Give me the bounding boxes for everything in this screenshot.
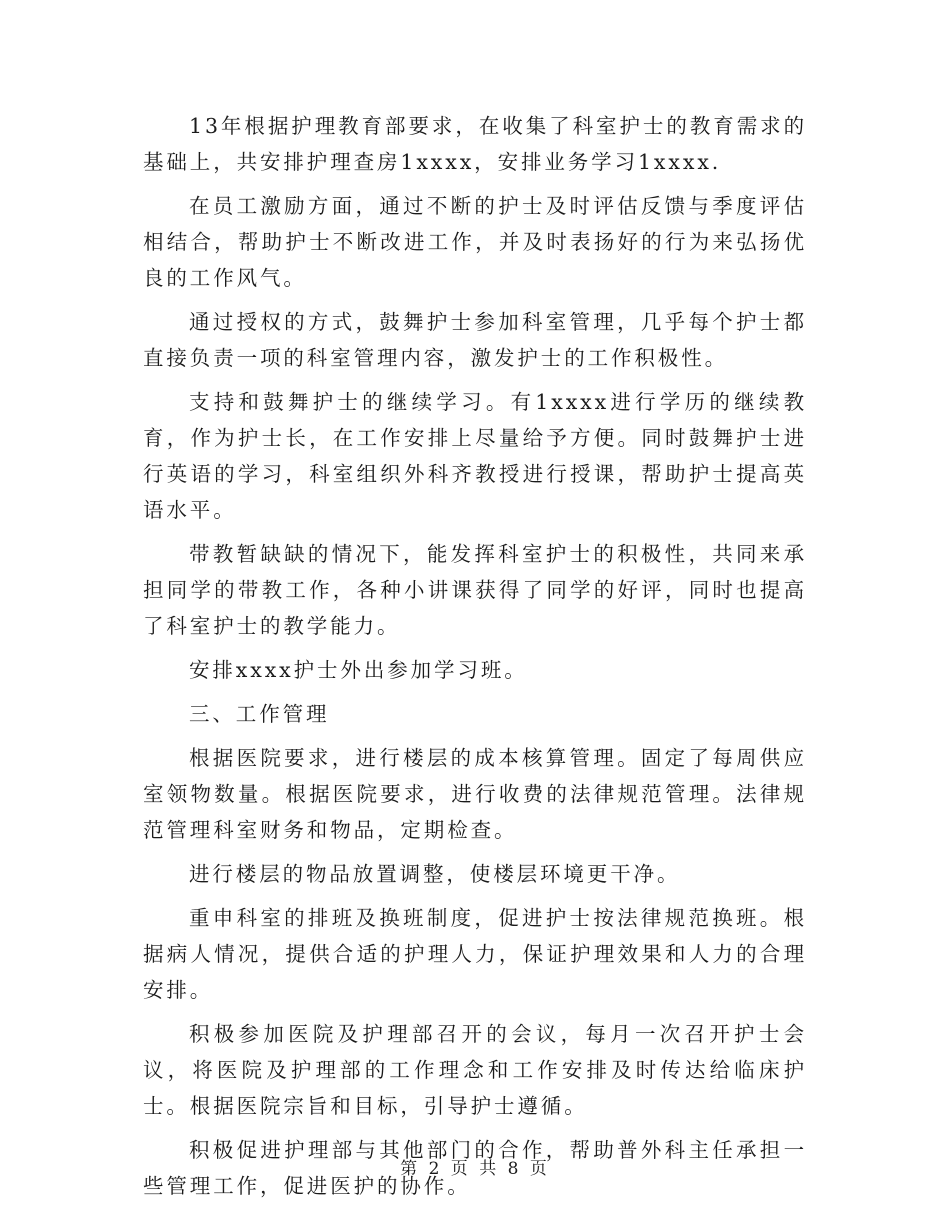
paragraph-continuing-education: 支持和鼓舞护士的继续学习。有1xxxx进行学历的继续教育，作为护士长，在工作安排上尽量给予方便。同时鼓舞护士进行英语的学习，科室组织外科齐教授进行授课，帮助护士提高英语水平。 [143,390,807,522]
paragraph-shift-schedule: 重申科室的排班及换班制度，促进护士按法律规范换班。根据病人情况，提供合适的护理人力，保证护理效果和人力的合理安排。 [143,906,807,1002]
paragraph-cooperation: 积极促进护理部与其他部门的合作，帮助普外科主任承担一些管理工作，促进医护的协作。 [143,1138,807,1198]
paragraph-authorization: 通过授权的方式，鼓舞护士参加科室管理，几乎每个护士都直接负责一项的科室管理内容，激发护士的工作积极性。 [143,310,807,370]
paragraph-training-class: 安排xxxx护士外出参加学习班。 [189,658,528,682]
document-body [143,108,807,1212]
paragraph-staff-motivation: 在员工激励方面，通过不断的护士及时评估反馈与季度评估相结合，帮助护士不断改进工作，并及时表扬好的行为来弘扬优良的工作风气。 [143,194,807,290]
paragraph-meetings: 积极参加医院及护理部召开的会议，每月一次召开护士会议，将医院及护理部的工作理念和工作安排及时传达给临床护士。根据医院宗旨和目标，引导护士遵循。 [143,1022,807,1118]
paragraph-floor-arrangement: 进行楼层的物品放置调整，使楼层环境更干净。 [189,862,681,886]
paragraph-teaching-plan: 13年根据护理教育部要求，在收集了科室护士的教育需求的基础上，共安排护理查房1xxxx，安排业务学习1xxxx. [143,114,807,174]
paragraph-clinical-teaching: 带教暂缺缺的情况下，能发挥科室护士的积极性，共同来承担同学的带教工作，各种小讲课获得了同学的好评，同时也提高了科室护士的教学能力。 [143,542,807,638]
paragraph-cost-management: 根据医院要求，进行楼层的成本核算管理。固定了每周供应室领物数量。根据医院要求，进行收费的法律规范管理。法律规范管理科室财务和物品，定期检查。 [143,746,807,842]
page-number-footer: 第 2 页 共 8 页 [400,1159,550,1179]
section-heading: 三、工作管理 [189,702,330,726]
